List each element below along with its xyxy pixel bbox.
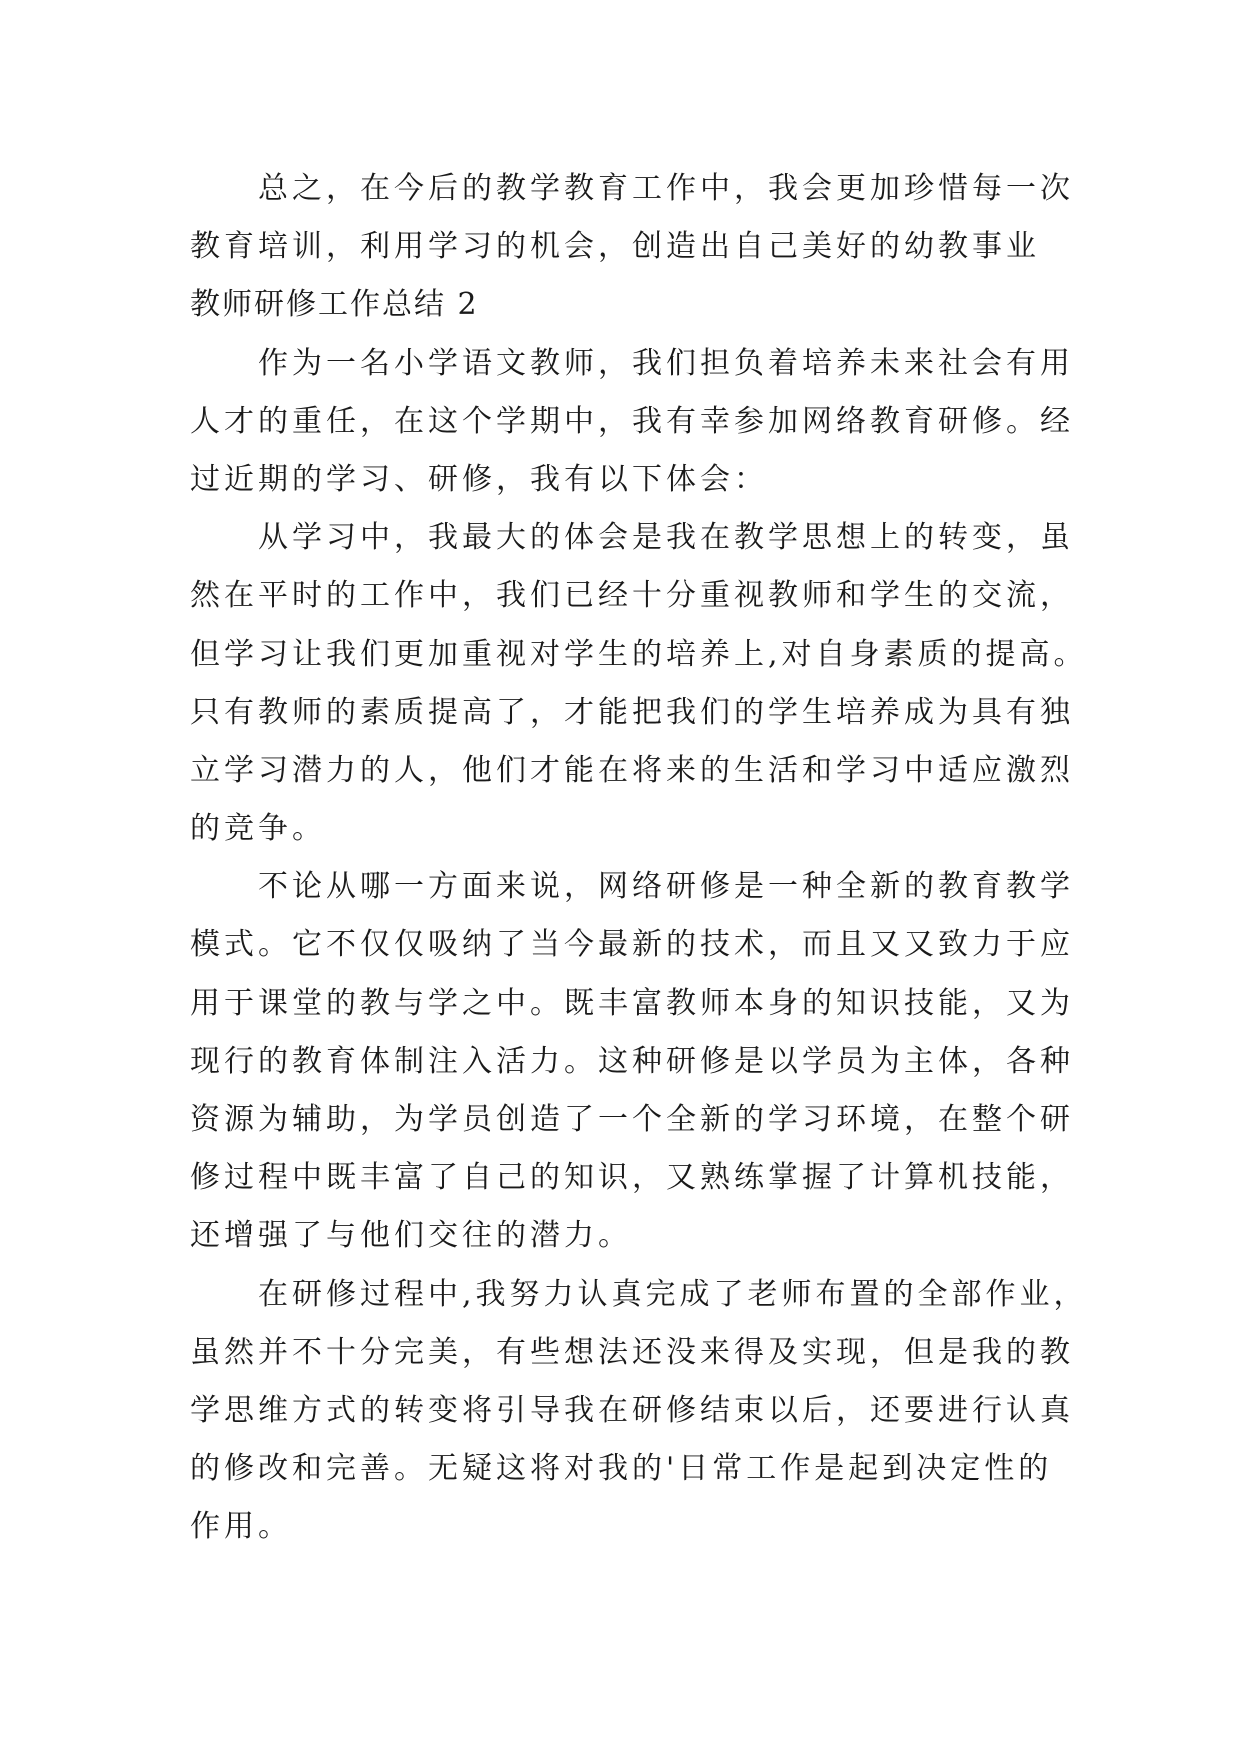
text-line: 虽然并不十分完美，有些想法还没来得及实现，但是我的教 <box>190 1334 1074 1370</box>
text-line: 的修改和完善。无疑这将对我的'日常工作是起到决定性的 <box>190 1451 1053 1487</box>
text-line: 从学习中，我最大的体会是我在教学思想上的转变，虽 <box>190 520 1074 556</box>
text-line: 人才的重任，在这个学期中，我有幸参加网络教育研修。经 <box>190 403 1074 439</box>
text-line: 总之，在今后的教学教育工作中，我会更加珍惜每一次 <box>190 171 1074 206</box>
text-line: 的竞争。 <box>190 811 326 847</box>
text-line: 模式。它不仅仅吸纳了当今最新的技术，而且又又致力于应 <box>190 927 1074 963</box>
text-line: 作用。 <box>190 1509 292 1545</box>
text-line: 资源为辅助，为学员创造了一个全新的学习环境，在整个研 <box>190 1102 1074 1137</box>
text-line: 只有教师的素质提高了，才能把我们的学生培养成为具有独 <box>190 694 1074 730</box>
text-line: 立学习潜力的人，他们才能在将来的生活和学习中适应激烈 <box>190 752 1074 788</box>
text-line: 用于课堂的教与学之中。既丰富教师本身的知识技能，又为 <box>190 985 1074 1021</box>
text-line: 不论从哪一方面来说，网络研修是一种全新的教育教学 <box>190 869 1074 905</box>
text-line: 还增强了与他们交往的潜力。 <box>190 1218 632 1254</box>
text-line: 现行的教育体制注入活力。这种研修是以学员为主体，各种 <box>190 1043 1074 1079</box>
text-line: 在研修过程中,我努力认真完成了老师布置的全部作业， <box>190 1276 1088 1312</box>
text-line: 过近期的学习、研修，我有以下体会： <box>190 461 768 497</box>
document-body <box>190 160 1088 1557</box>
text-line: 然在平时的工作中，我们已经十分重视教师和学生的交流， <box>190 578 1074 614</box>
text-line: 作为一名小学语文教师，我们担负着培养未来社会有用 <box>190 345 1074 381</box>
text-line: 教育培训，利用学习的机会，创造出自己美好的幼教事业 <box>190 229 1040 265</box>
section-heading: 教师研修工作总结 2 <box>190 287 479 323</box>
text-line: 但学习让我们更加重视对学生的培养上,对自身素质的提高。 <box>190 636 1088 672</box>
text-line: 修过程中既丰富了自己的知识，又熟练掌握了计算机技能， <box>190 1160 1074 1196</box>
text-line: 学思维方式的转变将引导我在研修结束以后，还要进行认真 <box>190 1392 1074 1428</box>
